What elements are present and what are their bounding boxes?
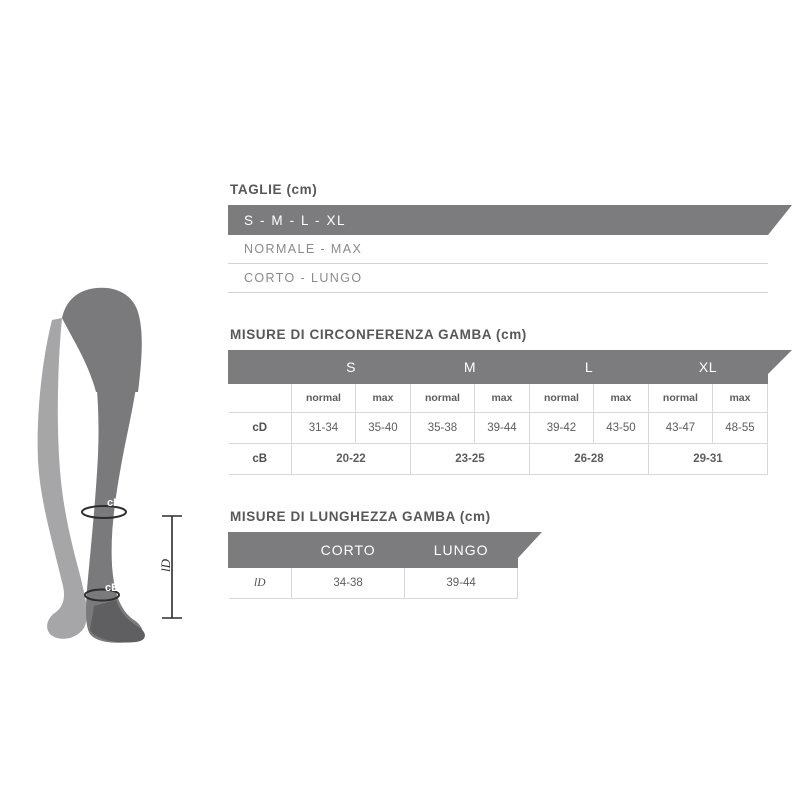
- circumference-header-angle: [768, 350, 792, 374]
- length-section: [228, 509, 768, 599]
- circumference-table-wrap: [228, 350, 768, 475]
- sizes-title: TAGLIE (cm): [230, 182, 318, 197]
- length-row-label-ld: lD: [229, 568, 292, 599]
- ld-lungo: 39-44: [405, 568, 518, 599]
- circumference-sub-header-row: [229, 384, 768, 413]
- cb-xl: 29-31: [648, 444, 767, 475]
- cb-l: 26-28: [529, 444, 648, 475]
- circumference-row-label-cd: cD: [229, 413, 292, 444]
- label-cb: cB: [105, 582, 120, 594]
- spacer-1: [228, 293, 768, 327]
- cd-xl-normal: 43-47: [648, 413, 712, 444]
- cd-s-normal: 31-34: [292, 413, 356, 444]
- circumference-subheader-corner: [229, 384, 292, 413]
- length-header-row: [229, 533, 518, 568]
- circumference-size-header-row: [229, 351, 768, 384]
- sizes-line-corto-lungo: CORTO - LUNGO: [228, 264, 768, 293]
- foot-shape: [90, 600, 145, 643]
- back-leg-shape: [38, 318, 87, 639]
- circumference-size-m: M: [410, 351, 529, 384]
- cb-s: 20-22: [292, 444, 411, 475]
- cd-l-max: 43-50: [593, 413, 648, 444]
- length-table: [228, 532, 518, 599]
- size-chart-content: [228, 182, 768, 599]
- cd-m-max: 39-44: [474, 413, 529, 444]
- leg-illustration: [0, 0, 220, 800]
- cb-m: 23-25: [410, 444, 529, 475]
- sizes-section: [228, 182, 768, 293]
- length-corner-cell: [229, 533, 292, 568]
- circumference-size-s: S: [292, 351, 411, 384]
- circumference-sub-s-normal: normal: [292, 384, 356, 413]
- circumference-sub-m-normal: normal: [410, 384, 474, 413]
- sizes-line-normale-max: NORMALE - MAX: [228, 235, 768, 264]
- cd-l-normal: 39-42: [529, 413, 593, 444]
- cd-s-max: 35-40: [355, 413, 410, 444]
- cd-m-normal: 35-38: [410, 413, 474, 444]
- spacer-2: [228, 475, 768, 509]
- table-row: [229, 568, 518, 599]
- length-header-corto: CORTO: [292, 533, 405, 568]
- length-header-lungo: LUNGO: [405, 533, 518, 568]
- circumference-sub-xl-normal: normal: [648, 384, 712, 413]
- circumference-corner-cell: [229, 351, 292, 384]
- length-table-wrap: [228, 532, 518, 599]
- circumference-table: [228, 350, 768, 475]
- circumference-section: [228, 327, 768, 475]
- label-cd: cD: [107, 497, 122, 509]
- table-row: [229, 413, 768, 444]
- cd-xl-max: 48-55: [712, 413, 767, 444]
- circumference-sub-xl-max: max: [712, 384, 767, 413]
- circumference-size-l: L: [529, 351, 648, 384]
- ld-corto: 34-38: [292, 568, 405, 599]
- circumference-sub-m-max: max: [474, 384, 529, 413]
- circumference-sub-l-normal: normal: [529, 384, 593, 413]
- table-row: [229, 444, 768, 475]
- circumference-size-xl: XL: [648, 351, 767, 384]
- leg-illustration-svg: [0, 0, 220, 800]
- circumference-sub-s-max: max: [355, 384, 410, 413]
- length-title: MISURE DI LUNGHEZZA GAMBA (cm): [230, 509, 491, 524]
- circumference-title: MISURE DI CIRCONFERENZA GAMBA (cm): [230, 327, 527, 342]
- length-header-angle: [518, 532, 542, 558]
- circumference-sub-l-max: max: [593, 384, 648, 413]
- label-ld: lD: [158, 559, 173, 572]
- sizes-banner: S - M - L - XL: [228, 205, 768, 235]
- circumference-row-label-cb: cB: [229, 444, 292, 475]
